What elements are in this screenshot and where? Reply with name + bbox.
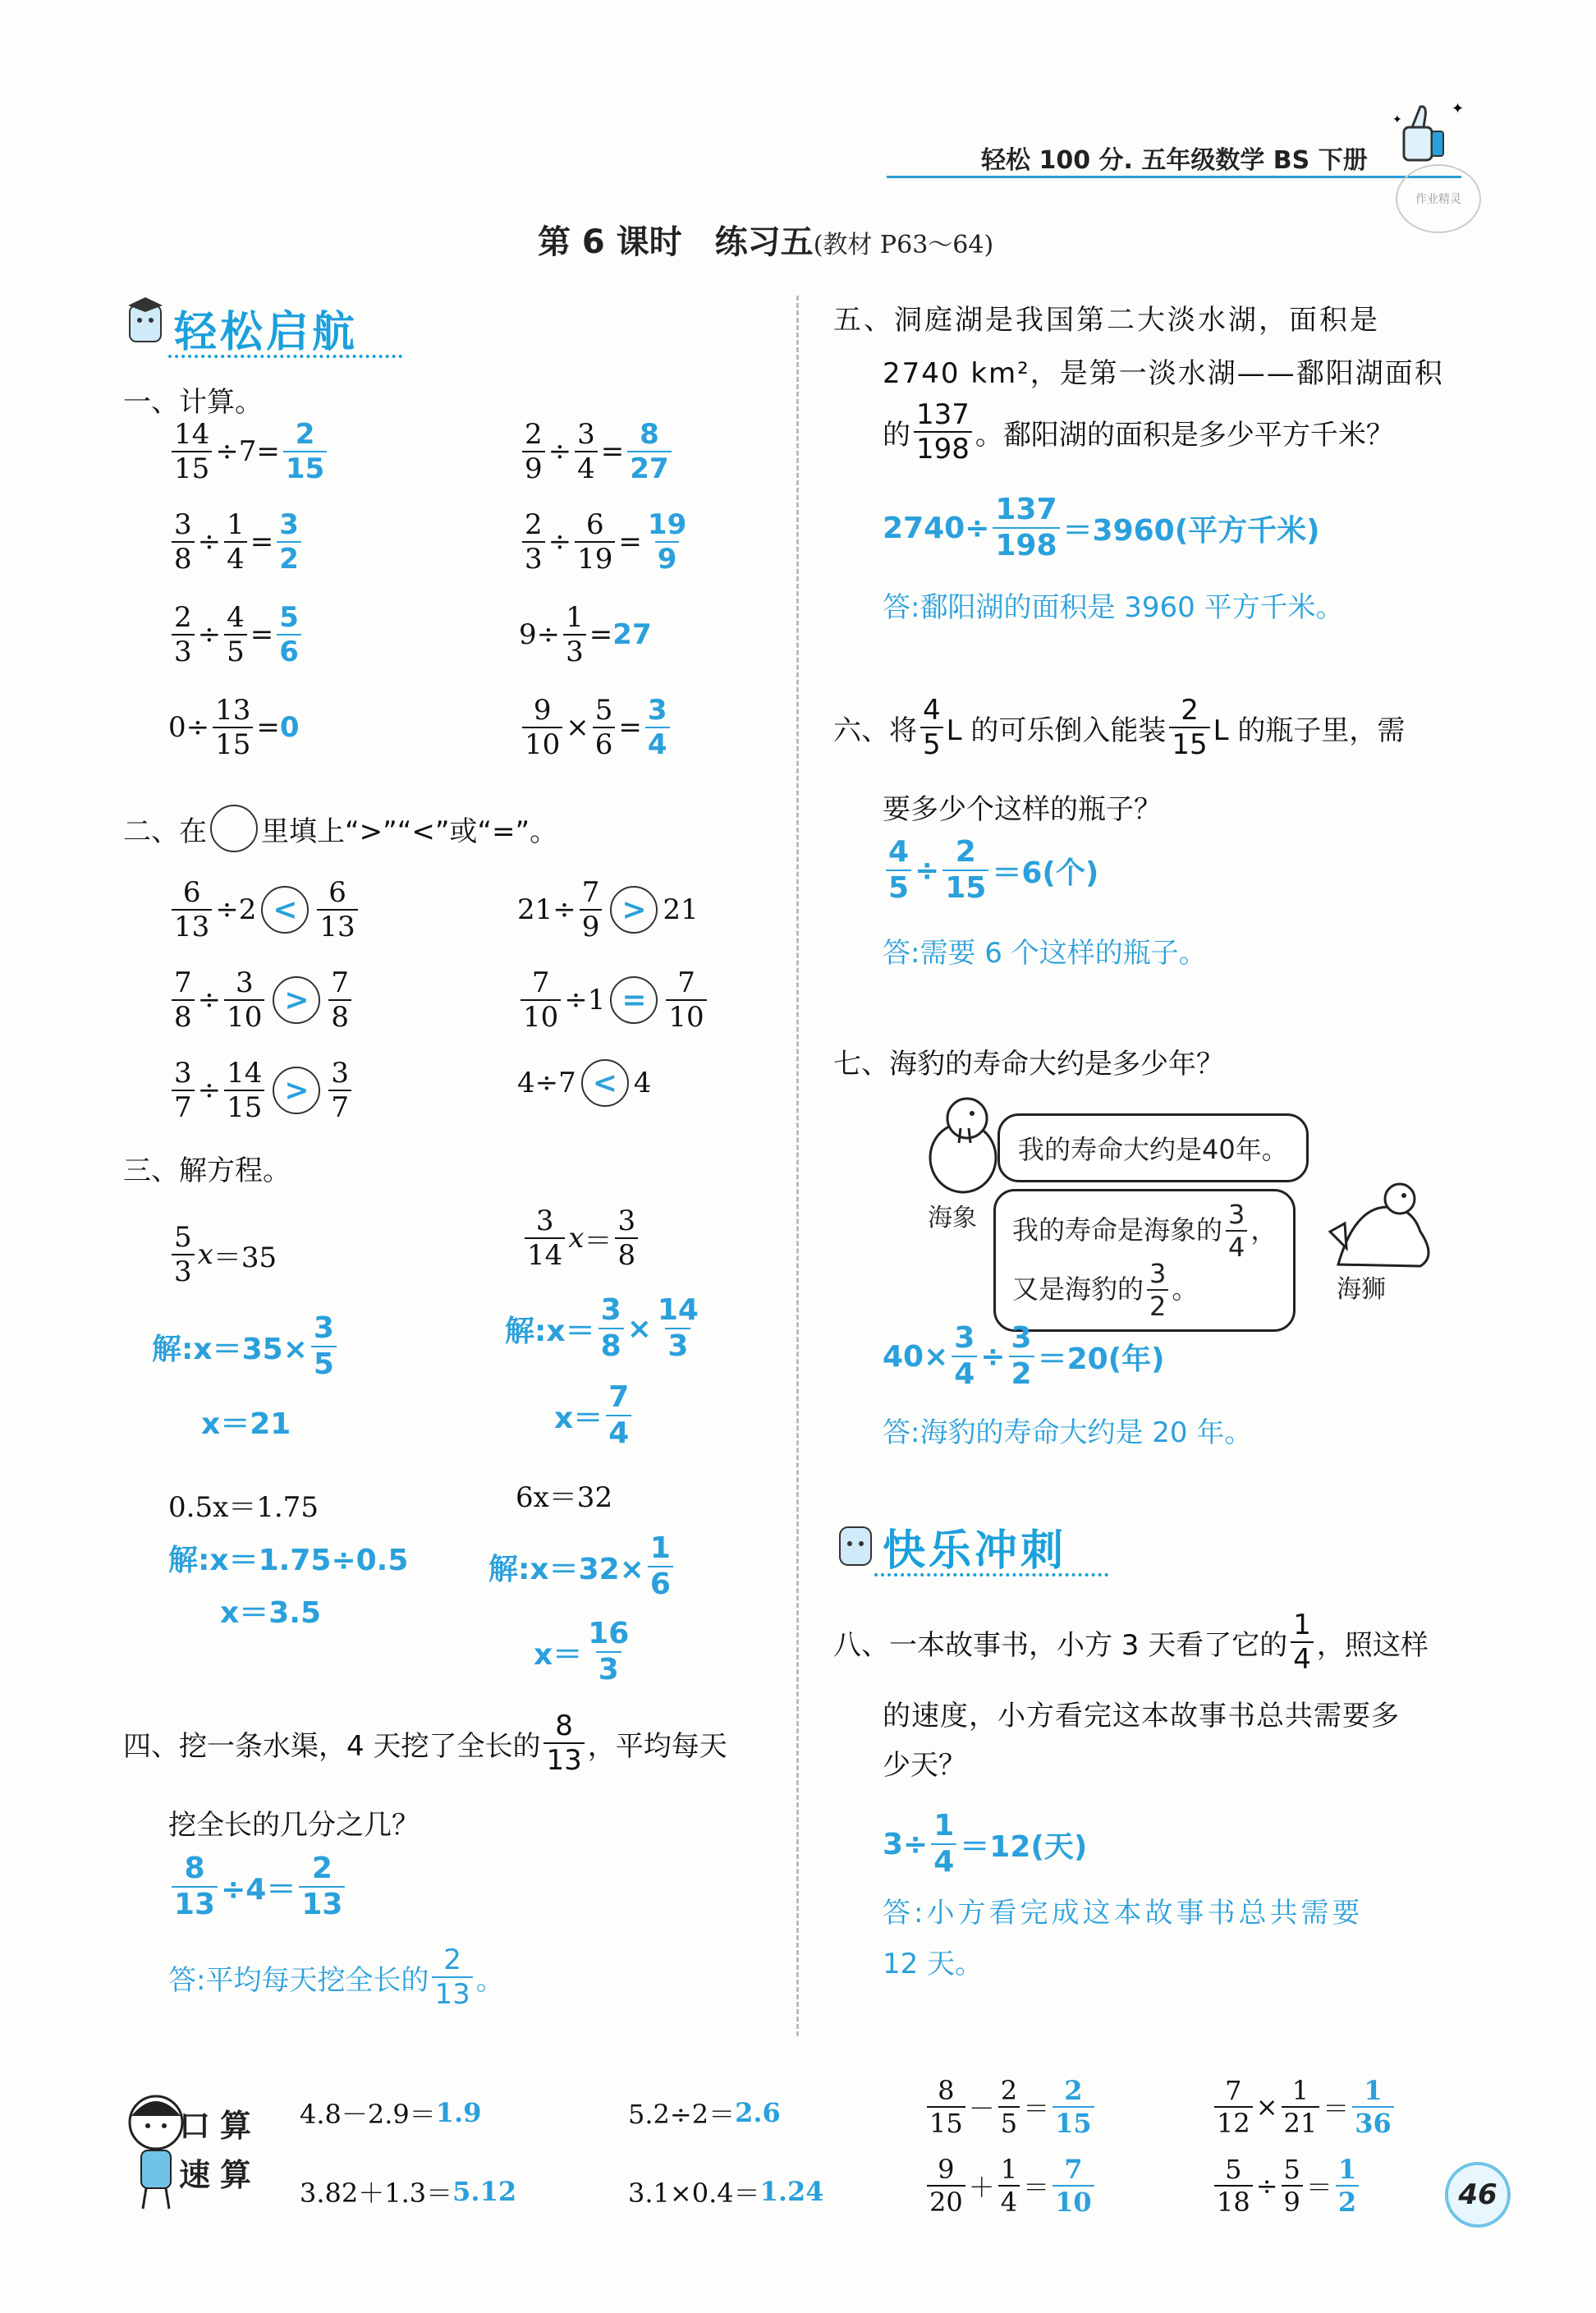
sprint-mascot-icon [833,1521,878,1573]
fraction: $\frac{4}{5}$ [224,603,247,666]
speech-bubble-walrus: 我的寿命大约是40年。 [998,1113,1309,1182]
comparison-circle: > [273,1067,320,1114]
number: 2 [238,893,257,926]
answer-value: $\frac{3}{2}$ [277,511,301,573]
fraction: $\frac{7}{10}$ [666,969,706,1031]
fraction: $\frac{2}{15}$ [942,838,988,903]
book-header: 轻松 100 分. 五年级数学 BS 下册 [981,146,1368,175]
q4-calc: $\frac{8}{13}$ ÷4＝ $\frac{2}{13}$ [168,1854,348,1920]
comparison-circle: = [610,976,658,1024]
eq3-solution: 解:x＝1.75÷0.5 [168,1544,409,1577]
fraction: $\frac{5}{6}$ [593,696,616,759]
number: 1 [587,984,606,1017]
q1-item [168,696,300,759]
mental-answer [1349,2075,1397,2139]
operator: = [256,711,280,744]
q1-prompt: 一、计算。 [123,386,263,419]
eq4-solution: 解:x＝32× $\frac{1}{6}$ [488,1534,676,1599]
fraction: $\frac{2}{3}$ [522,511,545,573]
mental-answer: 1.9 [435,2097,482,2128]
q5-line2: 2740 km²，是第一淡水湖——鄱阳湖面积 [883,357,1444,390]
fraction: $\frac{3}{5}$ [311,1314,337,1379]
operator: ÷ [197,525,222,558]
answer-value: $\frac{8}{27}$ [627,420,671,483]
header-rule [887,176,1461,178]
fraction: $\frac{4}{5}$ [920,696,943,759]
q1-item [519,420,675,483]
number: 7 [238,435,257,468]
empty-circle-icon [210,805,258,852]
q1-item [519,603,652,666]
fraction: $\frac{3}{7}$ [328,1059,351,1122]
mental-answer [1049,2154,1098,2218]
q5-answer: 答:鄱阳湖的面积是 3960 平方千米。 [883,591,1344,624]
eq2-result: x＝ $\frac{7}{4}$ [554,1383,635,1448]
fraction: $\frac{1}{4}$ [931,1811,956,1877]
section-easy-title: 轻松启航 [174,308,359,357]
q5-line1: 五、洞庭湖是我国第二大淡水湖，面积是 [833,304,1380,337]
operator: ＋ [968,2172,995,2203]
fraction: $\frac{137}{198}$ [993,495,1059,561]
operator: ÷ [548,525,572,558]
answer-value: $\frac{5}{6}$ [277,603,301,666]
q6-prompt-line2: 要多少个这样的瓶子？ [883,793,1162,826]
answer-value: $\frac{3}{4}$ [645,696,670,759]
mental-item: $\frac{8}{15}$ － $\frac{2}{5}$ ＝ $\frac{2}{15}$ [924,2077,1098,2136]
mental-item [300,2094,481,2132]
fraction: $\frac{8}{13}$ [543,1712,584,1774]
q1-item [519,508,692,576]
q3-prompt: 三、解方程。 [123,1154,291,1187]
fraction: $\frac{16}{3}$ [588,1617,630,1687]
operator: = [589,618,613,651]
fraction: $\frac{3}{7}$ [172,1059,195,1122]
eq1-coef: $\frac{5}{3}$ [172,1223,195,1286]
fraction: $\frac{5}{18}$ [1214,2156,1253,2215]
fraction: $\frac{3}{10}$ [224,969,264,1031]
sealion-label: 海狮 [1337,1275,1386,1304]
q8-line3: 少天？ [883,1749,966,1782]
eq3: 0.5x＝1.75 [168,1491,319,1524]
mental-math-label: 口 算 速 算 [179,2108,252,2193]
operator: ÷ [215,893,239,926]
q2-item [168,876,361,943]
number: 21 [517,893,553,926]
q1-answer [624,420,674,483]
operator: ÷ [186,711,210,744]
q4-prompt: 四、挖一条水渠，4 天挖了全长的 $\frac{8}{13}$ ，平均每天 [123,1710,727,1777]
q2-item [517,966,710,1034]
operator: = [618,711,642,744]
mental-item: $\frac{7}{12}$ × $\frac{1}{21}$ ＝ $\frac{1}{36}$ [1211,2077,1397,2136]
number: 9 [519,618,537,651]
mental-answer [1332,2154,1362,2218]
q2-item [517,876,699,943]
q8-answer-line1: 答:小方看完成这本故事书总共需要 [883,1897,1364,1930]
answer-value: $\frac{1}{2}$ [1336,2156,1359,2215]
fraction: $\frac{3}{4}$ [952,1324,977,1389]
q1-item [168,603,305,666]
operator: × [566,711,589,744]
mental-answer: 1.24 [759,2176,824,2207]
fraction: $\frac{3}{8}$ [598,1296,624,1361]
operator: = [600,435,625,468]
operator: ÷ [197,984,222,1017]
eq2: $\frac{3}{14}$ x ＝ $\frac{3}{8}$ [521,1207,641,1269]
fraction: $\frac{14}{15}$ [172,420,212,483]
operator: × [1255,2091,1278,2123]
fraction: $\frac{9}{20}$ [927,2156,965,2215]
eq1-solution: 解:x＝35× $\frac{3}{5}$ [152,1314,340,1379]
q2-item [517,1059,651,1107]
fraction: $\frac{3}{14}$ [525,1207,565,1269]
fraction: $\frac{6}{19}$ [575,511,615,573]
fraction: $\frac{3}{4}$ [575,420,598,483]
number: 4 [633,1067,652,1099]
comparison-circle: < [581,1059,629,1107]
q7-prompt: 七、海豹的寿命大约是多少年？ [833,1048,1224,1081]
eq1: $\frac{5}{3}$ x ＝35 [168,1223,277,1286]
eq4: 6x＝32 [516,1481,613,1514]
q1-item [519,696,673,759]
badge-stamp: 作业精灵 [1396,164,1481,233]
mental-expr: 3.82＋1.3＝ [300,2178,453,2209]
eq3-result: x＝3.5 [220,1596,321,1630]
fraction: $\frac{3}{8}$ [172,511,195,573]
mascot-icon [123,297,167,350]
mental-item [300,2173,516,2210]
operator: = [250,525,274,558]
q8-prompt: 八、一本故事书，小方 3 天看了它的 $\frac{1}{4}$ ，照这样 [833,1609,1429,1676]
column-divider [796,296,799,2036]
mental-expr: 4.8－2.9＝ [300,2099,436,2130]
operator: = [618,525,642,558]
mental-answer [1049,2075,1098,2139]
operator: = [250,618,274,651]
comparison-circle: > [273,976,320,1024]
operator: － [968,2093,995,2124]
fraction: $\frac{3}{8}$ [615,1207,638,1269]
q1-answer [280,420,330,483]
q1-answer [642,696,673,759]
fraction: $\frac{137}{198}$ [914,401,972,463]
fraction: $\frac{1}{4}$ [1291,1611,1314,1673]
sealion-icon [1322,1174,1445,1276]
fraction: $\frac{14}{15}$ [224,1059,264,1122]
q5-calc: 2740÷ $\frac{137}{198}$ ＝3960(平方千米) [883,493,1320,562]
q8-line2: 的速度，小方看完这本故事书总共需要多 [883,1700,1400,1732]
operator: = [256,435,280,468]
mental-item [628,2094,781,2132]
walrus-label: 海象 [928,1204,977,1232]
q1-answer [612,618,651,651]
fraction: $\frac{7}{12}$ [1214,2077,1253,2136]
mental-expr: 3.1×0.4＝ [628,2178,760,2209]
fraction: $\frac{7}{9}$ [580,879,603,941]
q1-item [168,508,305,576]
q7-answer: 答:海豹的寿命大约是 20 年。 [883,1416,1253,1449]
mental-expr: 5.2÷2＝ [628,2099,736,2130]
operator: ÷ [197,1074,222,1107]
speech-bubble-sealion: 我的寿命是海象的 $\frac{3}{4}$ ， 又是海豹的 $\frac{3}{2}$ 。 [993,1189,1296,1332]
svg-text:✦: ✦ [1392,113,1402,126]
answer-value: $\frac{2}{15}$ [1053,2077,1094,2136]
fraction: $\frac{2}{3}$ [172,603,195,666]
fraction: $\frac{8}{13}$ [172,1854,218,1920]
fraction: $\frac{3}{2}$ [1009,1324,1034,1389]
fraction: $\frac{7}{8}$ [328,969,351,1031]
answer-value: $\frac{7}{10}$ [1053,2156,1094,2215]
answer-value: $\frac{19}{9}$ [647,508,687,576]
mental-answer: 5.12 [452,2176,517,2207]
fraction: $\frac{7}{10}$ [521,969,561,1031]
eq2-solution: 解:x＝ $\frac{3}{8}$ × $\frac{14}{3}$ [505,1296,704,1361]
q2-prompt: 二、在 里填上“>”“<”或“=”。 [123,805,557,852]
eq1-result: x＝21 [201,1407,291,1441]
comparison-circle: > [610,886,658,934]
operator: ÷ [548,435,572,468]
number: 7 [558,1067,576,1099]
q6-prompt: 六、将 $\frac{4}{5}$ L 的可乐倒入能装 $\frac{2}{15}$ L 的瓶子里，需 [833,694,1406,761]
number: 21 [663,893,699,926]
q1-item [168,420,330,483]
walrus-icon [918,1092,1008,1202]
answer-value: $\frac{2}{15}$ [283,420,327,483]
answer-value: $\frac{1}{36}$ [1352,2077,1394,2136]
q1-answer [642,508,692,576]
number: 4 [517,1067,535,1099]
operator: ÷ [1255,2170,1278,2201]
number: 0 [168,711,186,744]
section-sprint-underline [874,1573,1108,1576]
q1-answer [280,711,300,744]
q2-item [168,1059,355,1122]
mental-answer: 2.6 [735,2097,781,2128]
fraction: $\frac{6}{13}$ [172,879,212,941]
fraction: $\frac{7}{8}$ [172,969,195,1031]
q4-prompt-line2: 挖全长的几分之几？ [168,1809,420,1842]
fraction: $\frac{1}{21}$ [1282,2077,1320,2136]
operator: ÷ [553,893,576,926]
fraction: $\frac{2}{13}$ [432,1946,472,2008]
fraction: $\frac{3}{4}$ [1226,1201,1247,1260]
q8-calc: 3÷ $\frac{1}{4}$ ＝12(天) [883,1809,1088,1879]
q4-answer: 答:平均每天挖全长的 $\frac{2}{13}$ 。 [168,1944,504,2011]
fraction: $\frac{6}{13}$ [317,879,357,941]
fraction: $\frac{3}{2}$ [1147,1260,1168,1319]
q7-calc: 40× $\frac{3}{4}$ ÷ $\frac{3}{2}$ ＝20(年) [883,1321,1165,1391]
q6-answer: 答:需要 6 个这样的瓶子。 [883,937,1207,970]
fraction: $\frac{1}{4}$ [224,511,247,573]
section-easy-underline [168,355,402,358]
fraction: $\frac{7}{4}$ [606,1383,631,1448]
eq4-result: x＝ $\frac{16}{3}$ [534,1619,635,1685]
mental-item [628,2173,824,2210]
operator: ÷ [536,618,561,651]
q1-answer [273,603,305,666]
operator: ÷ [197,618,222,651]
fraction: $\frac{2}{9}$ [522,420,545,483]
fraction: $\frac{14}{3}$ [657,1293,699,1363]
section-sprint-title: 快乐冲刺 [883,1526,1067,1576]
fraction: $\frac{4}{5}$ [886,838,911,903]
fraction: $\frac{1}{6}$ [648,1534,673,1599]
mental-item: $\frac{9}{20}$ ＋ $\frac{1}{4}$ ＝ $\frac{7}{10}$ [924,2156,1098,2215]
fraction: $\frac{8}{15}$ [927,2077,965,2136]
svg-text:✦: ✦ [1452,100,1465,117]
q1-answer [273,508,305,576]
fraction: $\frac{9}{10}$ [522,696,562,759]
page-number: 46 [1445,2162,1511,2228]
operator: ÷ [564,984,588,1017]
fraction: $\frac{13}{15}$ [213,696,253,759]
fraction: $\frac{5}{9}$ [1282,2156,1303,2215]
answer-value: 27 [612,618,652,651]
operator: ÷ [534,1067,559,1099]
fraction: $\frac{2}{5}$ [998,2077,1020,2136]
answer-value: 0 [279,711,300,744]
fraction: $\frac{1}{4}$ [998,2156,1020,2215]
q6-calc: $\frac{4}{5}$ ÷ $\frac{2}{15}$ ＝6(个) [883,838,1098,903]
q8-answer-line2: 12 天。 [883,1948,984,1980]
comparison-circle: < [261,886,309,934]
lesson-title: 第 6 课时 练习五(教材 P63～64) [538,223,994,261]
q5-line3: 的 $\frac{137}{198}$ 。鄱阳湖的面积是多少平方千米？ [883,398,1394,466]
q2-item [168,966,355,1034]
fraction: $\frac{2}{15}$ [1169,696,1209,759]
operator: ÷ [215,435,239,468]
fraction: $\frac{1}{3}$ [563,603,586,666]
mental-item: $\frac{5}{18}$ ÷ $\frac{5}{9}$ ＝ $\frac{1}{2}$ [1211,2156,1362,2215]
fraction: $\frac{2}{13}$ [299,1854,345,1920]
